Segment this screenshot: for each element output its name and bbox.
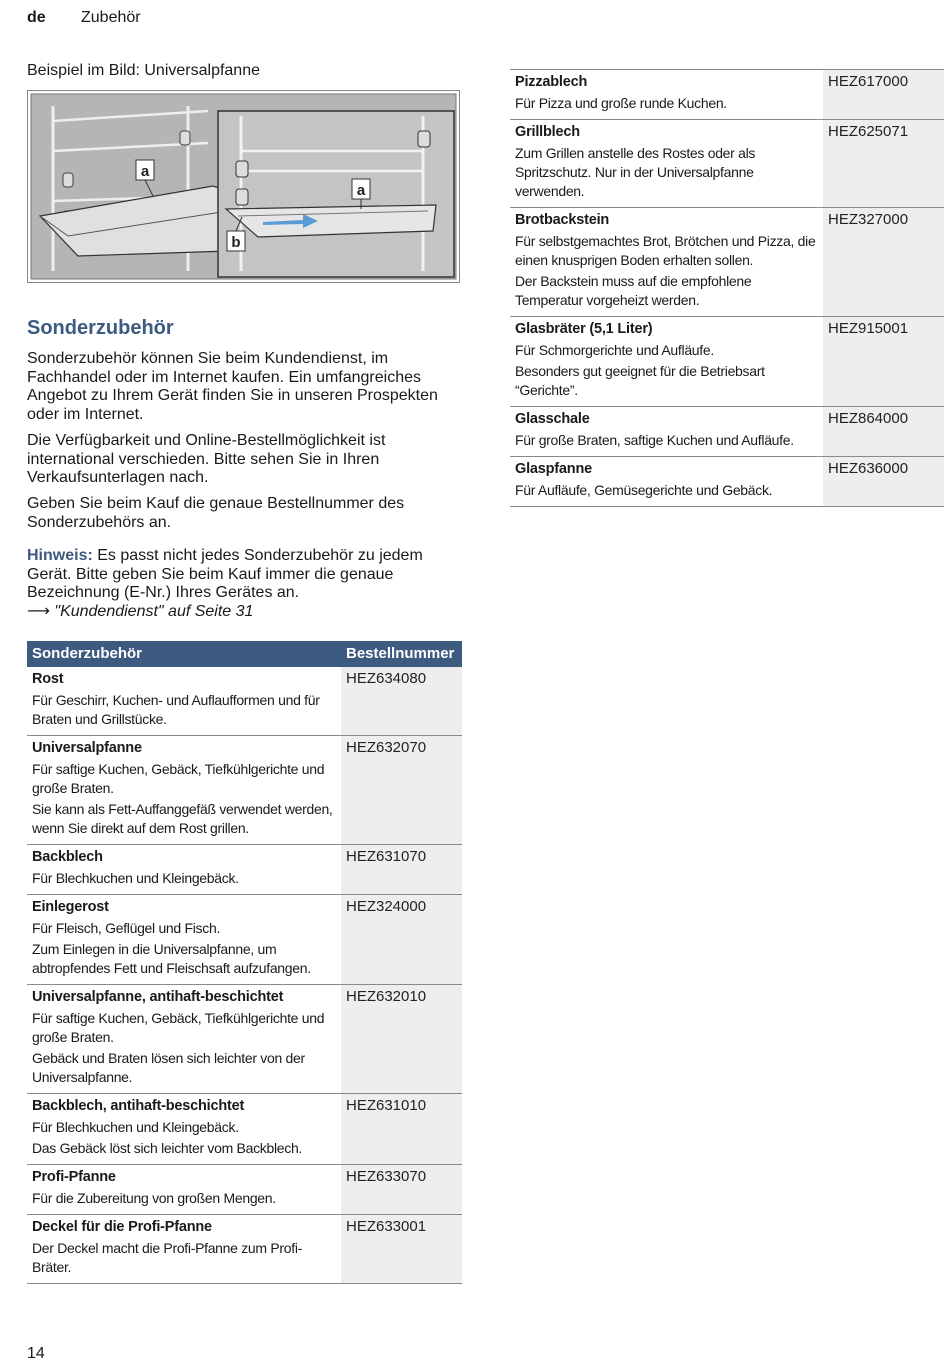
oven-illustration (27, 90, 460, 283)
order-number: HEZ631070 (341, 845, 462, 895)
kundendienst-link[interactable]: "Kundendienst" auf Seite 31 (49, 603, 254, 621)
table-row (27, 985, 462, 1094)
table-row (510, 457, 944, 507)
figure-caption: Beispiel im Bild: Universalpfanne (27, 62, 260, 79)
note-paragraph (27, 547, 467, 622)
accessory-cell (510, 407, 823, 457)
accessory-name: Rost (32, 671, 64, 687)
order-number: HEZ327000 (823, 208, 944, 317)
accessory-name: Grillblech (515, 124, 580, 140)
accessory-cell (27, 985, 341, 1094)
accessory-cell (510, 70, 823, 120)
table-row (510, 208, 944, 317)
accessory-cell (510, 457, 823, 507)
accessory-description: Der Deckel macht die Profi-Pfanne zum Profi-Bräter. (32, 1240, 303, 1275)
label-a-left: a (140, 163, 150, 180)
accessory-cell (27, 1165, 341, 1215)
accessory-description: Der Backstein muss auf die empfohlene Temperatur vorgeheizt werden. (515, 273, 752, 308)
order-number: HEZ631010 (341, 1094, 462, 1165)
table-row (27, 895, 462, 985)
accessory-description: Für Blechkuchen und Kleingebäck. (32, 870, 239, 886)
table-row (510, 120, 944, 208)
accessory-cell (510, 120, 823, 208)
col-header-order-number: Bestellnummer (341, 641, 462, 667)
accessory-description: Zum Einlegen in die Universalpfanne, um abtropfendes Fett und Fleischsaft aufzufangen. (32, 941, 311, 976)
accessory-name: Einlegerost (32, 899, 109, 915)
accessory-description: Für Aufläufe, Gemüsegerichte und Gebäck. (515, 482, 773, 498)
table-row (510, 317, 944, 407)
order-number: HEZ864000 (823, 407, 944, 457)
table-row (27, 845, 462, 895)
col-header-accessory: Sonderzubehör (27, 641, 341, 667)
accessory-cell (27, 895, 341, 985)
accessory-description: Für Pizza und große runde Kuchen. (515, 95, 727, 111)
accessory-cell (27, 845, 341, 895)
accessory-description: Sie kann als Fett-Auffanggefäß verwendet werden, wenn Sie direkt auf dem Rost grillen. (32, 801, 333, 836)
page-number: 14 (27, 1345, 45, 1362)
accessory-cell (510, 208, 823, 317)
table-row (27, 1215, 462, 1284)
accessory-name: Glasschale (515, 411, 590, 427)
accessory-description: Für die Zubereitung von großen Mengen. (32, 1190, 276, 1206)
link-arrow-icon: ⟶ (27, 603, 50, 621)
accessory-name: Deckel für die Profi-Pfanne (32, 1219, 212, 1235)
accessory-description: Für Geschirr, Kuchen- und Auflaufformen und für Braten und Grillstücke. (32, 692, 320, 727)
order-number: HEZ632010 (341, 985, 462, 1094)
section-heading: Sonderzubehör (27, 317, 174, 339)
label-b: b (231, 234, 241, 251)
accessory-description: Besonders gut geeignet für die Betriebsart “Gerichte”. (515, 363, 765, 398)
accessory-name: Universalpfanne (32, 740, 142, 756)
accessory-description: Für saftige Kuchen, Gebäck, Tiefkühlgerichte und große Braten. (32, 761, 325, 796)
accessory-cell (510, 317, 823, 407)
oven-drawing (28, 91, 459, 282)
table-row (27, 1165, 462, 1215)
note-label: Hinweis: (27, 547, 93, 564)
order-number: HEZ915001 (823, 317, 944, 407)
accessory-cell (27, 736, 341, 845)
accessory-description: Für große Braten, saftige Kuchen und Aufläufe. (515, 432, 794, 448)
accessory-cell (27, 1215, 341, 1284)
accessory-name: Glaspfanne (515, 461, 592, 477)
header-lang: de (27, 9, 46, 26)
paragraph-availability: Die Verfügbarkeit und Online-Bestellmöglichkeit ist international verschieden. Bitte sehen Sie in Ihren Verkaufsunterlagen nach. (27, 432, 386, 487)
accessory-description: Für selbstgemachtes Brot, Brötchen und Pizza, die einen knusprigen Boden erhalten sollen. (515, 233, 816, 268)
order-number: HEZ617000 (823, 70, 944, 120)
accessory-description: Für Blechkuchen und Kleingebäck. (32, 1119, 239, 1135)
header-section: Zubehör (81, 9, 141, 26)
accessory-description: Das Gebäck löst sich leichter vom Backblech. (32, 1140, 303, 1156)
accessory-cell (27, 1094, 341, 1165)
accessory-description: Für Fleisch, Geflügel und Fisch. (32, 920, 221, 936)
order-number: HEZ324000 (341, 895, 462, 985)
accessory-name: Glasbräter (5,1 Liter) (515, 321, 653, 337)
order-number: HEZ633001 (341, 1215, 462, 1284)
order-number: HEZ634080 (341, 667, 462, 736)
accessory-description: Für saftige Kuchen, Gebäck, Tiefkühlgerichte und große Braten. (32, 1010, 325, 1045)
paragraph-order-number: Geben Sie beim Kauf die genaue Bestellnummer des Sonderzubehörs an. (27, 495, 405, 531)
accessory-name: Brotbackstein (515, 212, 610, 228)
accessory-name: Backblech (32, 849, 103, 865)
accessory-name: Profi-Pfanne (32, 1169, 116, 1185)
order-number: HEZ633070 (341, 1165, 462, 1215)
table-row (510, 70, 944, 120)
note-text: Es passt nicht jedes Sonderzubehör zu jedem Gerät. Bitte geben Sie beim Kauf immer die genaue Bezeichnung (E-Nr.) Ihres Gerätes an. (27, 547, 423, 602)
label-a-right: a (356, 182, 366, 199)
accessory-description: Gebäck und Braten lösen sich leichter von der Universalpfanne. (32, 1050, 305, 1085)
table-row (510, 407, 944, 457)
order-number: HEZ632070 (341, 736, 462, 845)
accessory-name: Pizzablech (515, 74, 588, 90)
table-row (27, 667, 462, 736)
table-row (27, 736, 462, 845)
accessory-cell (27, 667, 341, 736)
table-header-row (27, 641, 462, 667)
accessory-name: Backblech, antihaft-beschichtet (32, 1098, 245, 1114)
accessory-description: Zum Grillen anstelle des Rostes oder als Spritzschutz. Nur in der Universalpfanne verwenden. (515, 145, 756, 199)
accessory-description: Für Schmorgerichte und Aufläufe. (515, 342, 714, 358)
table-row (27, 1094, 462, 1165)
accessory-table-left (27, 641, 462, 1284)
paragraph-intro: Sonderzubehör können Sie beim Kundendienst, im Fachhandel oder im Internet kaufen. Ein umfangreiches Angebot zu Ihrem Gerät finden Sie in unseren Prospekten oder im Internet. (27, 350, 438, 424)
accessory-name: Universalpfanne, antihaft-beschichtet (32, 989, 284, 1005)
accessory-table-right (510, 69, 944, 507)
order-number: HEZ625071 (823, 120, 944, 208)
order-number: HEZ636000 (823, 457, 944, 507)
